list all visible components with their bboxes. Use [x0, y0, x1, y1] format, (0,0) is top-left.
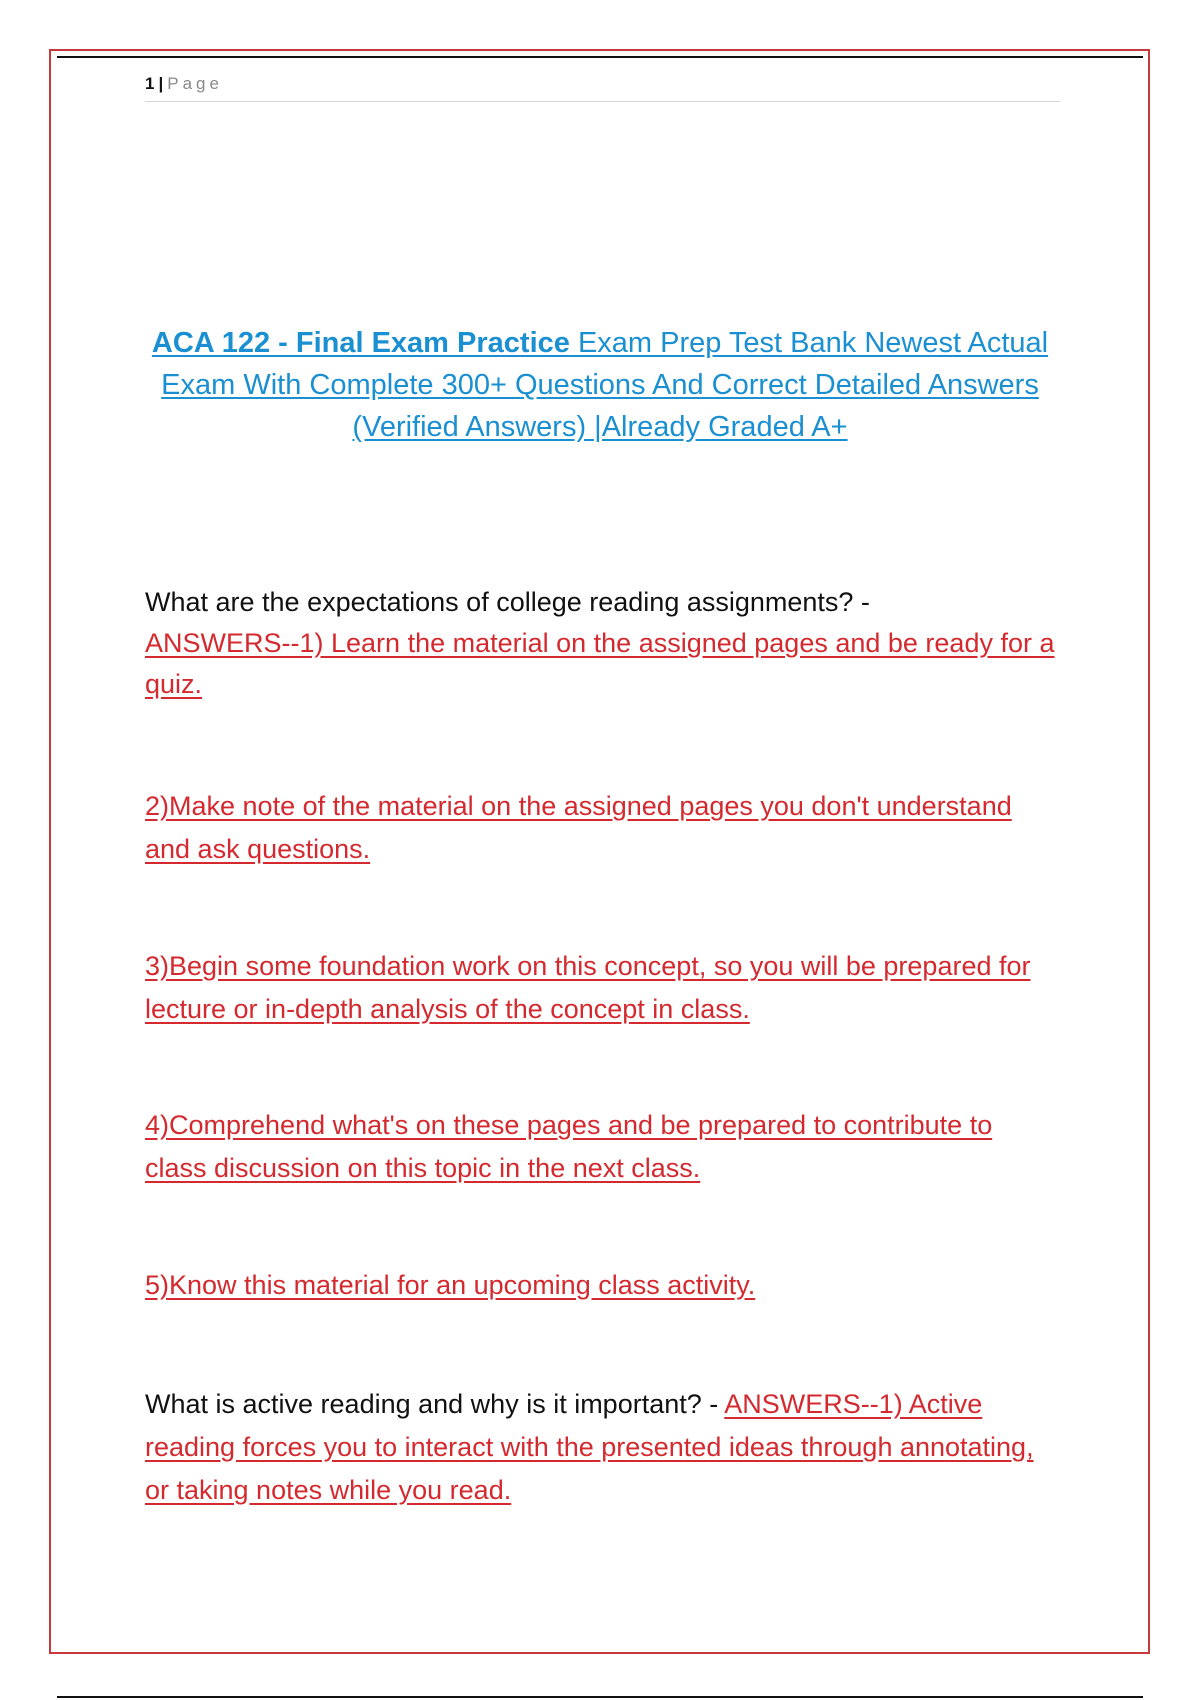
top-rule — [57, 56, 1143, 58]
question-2: What is active reading and why is it important? - — [145, 1389, 725, 1419]
title-bold-part[interactable]: ACA 122 - Final Exam Practice — [151, 327, 570, 359]
document-title[interactable] — [150, 322, 1050, 448]
bottom-rule — [57, 1696, 1143, 1698]
answer-1-part-4: 4)Comprehend what's on these pages and be prepared to contribute to class discussion on this topic in the next class. — [145, 1110, 993, 1183]
qa-block-2 — [145, 1383, 1060, 1512]
page-separator: | — [158, 74, 164, 93]
page-label: Page — [167, 74, 223, 93]
answer-1-part-3: 3)Begin some foundation work on this concept, so you will be prepared for lecture or in-depth analysis of the concept in class. — [145, 951, 1031, 1024]
answer-2-part-1: ANSWERS--1) Active reading forces you to interact with the presented ideas through annotating, or taking notes while you read. — [145, 1389, 1034, 1505]
answer-1-part-5: 5)Know this material for an upcoming class activity. — [145, 1270, 756, 1300]
answer-1-part-1: ANSWERS--1) Learn the material on the assigned pages and be ready for a quiz. — [145, 628, 1055, 699]
answer-1-part-2-block — [145, 785, 1060, 871]
answer-1-part-4-block — [145, 1104, 1060, 1190]
question-1: What are the expectations of college reading assignments? - — [145, 587, 870, 617]
answer-1-part-3-block — [145, 945, 1060, 1031]
title-rest[interactable]: Exam Prep Test Bank Newest Actual Exam With Complete 300+ Questions And Correct Detailed Answers (Verified Answers) |Already Graded A+ — [161, 327, 1049, 443]
page-header — [145, 72, 1060, 102]
answer-1-part-5-block — [145, 1264, 1060, 1307]
answer-1-part-2: 2)Make note of the material on the assigned pages you don't understand and ask questions. — [145, 791, 1012, 864]
page-number: 1 — [145, 74, 155, 93]
qa-block-1 — [145, 582, 1060, 705]
